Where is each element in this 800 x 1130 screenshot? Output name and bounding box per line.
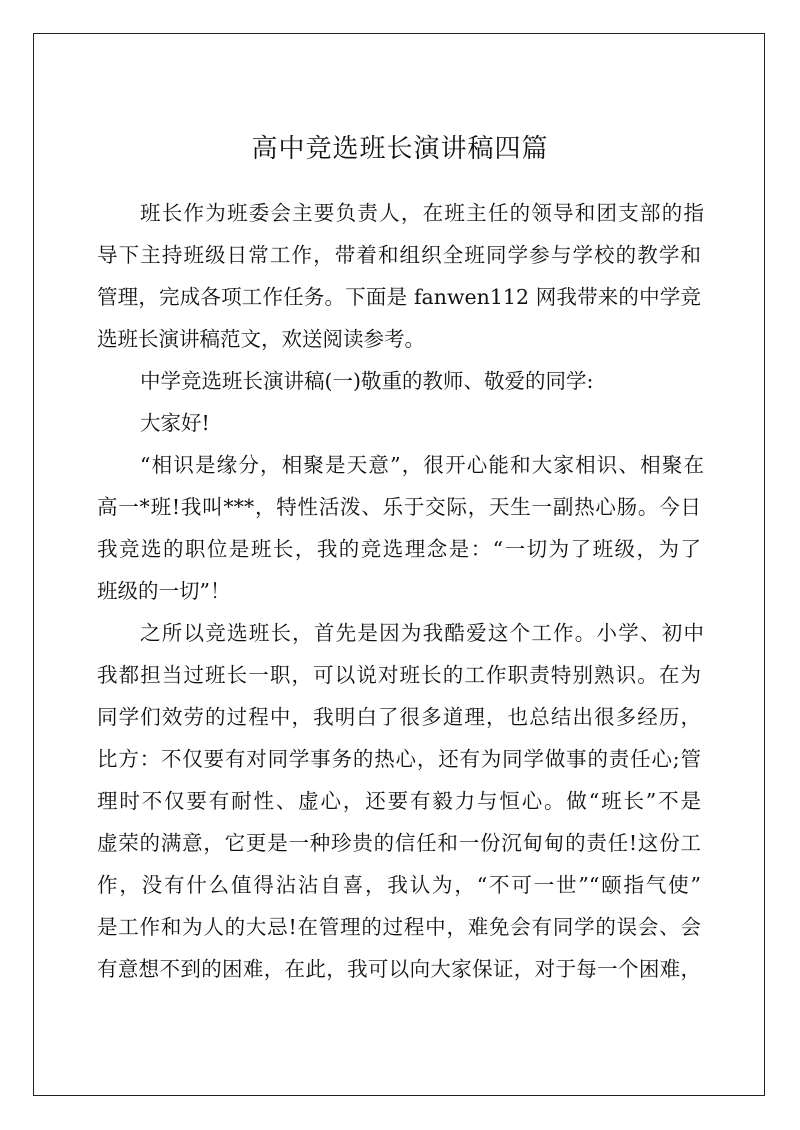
paragraph-line: 比方：不仅要有对同学事务的热心，还有为同学做事的责任心;管: [97, 747, 701, 771]
paragraph-line: 大家好!: [140, 411, 210, 435]
paragraph-line: 班级的一切”！: [97, 579, 231, 603]
paragraph-line: 同学们效劳的过程中，我明白了很多道理，也总结出很多经历，: [97, 705, 701, 729]
paragraph-line: 班长作为班委会主要负责人，在班主任的领导和团支部的指: [140, 201, 704, 225]
paragraph-line: 我都担当过班长一职，可以说对班长的工作职责特别熟识。在为: [97, 663, 701, 687]
paragraph-line: 高一*班!我叫***，特性活泼、乐于交际，天生一副热心肠。今日: [97, 495, 701, 519]
document-title: 高中竞选班长演讲稿四篇: [251, 134, 549, 164]
paragraph-line: 导下主持班级日常工作，带着和组织全班同学参与学校的教学和: [97, 243, 701, 267]
paragraph-line: 之所以竞选班长，首先是因为我酷爱这个工作。小学、初中: [140, 621, 704, 645]
paragraph-line: 虚荣的满意，它更是一种珍贵的信任和一份沉甸甸的责任!这份工: [97, 831, 701, 855]
paragraph-line: 中学竞选班长演讲稿(一)敬重的教师、敬爱的同学:: [140, 369, 594, 393]
paragraph-line: 有意想不到的困难，在此，我可以向大家保证，对于每一个困难，: [97, 957, 701, 981]
paragraph-line: 管理，完成各项工作任务。下面是 fanwen112 网我带来的中学竞: [97, 285, 701, 309]
paragraph-line: 理时不仅要有耐性、虚心，还要有毅力与恒心。做“班长”不是: [97, 789, 701, 813]
paragraph-line: 是工作和为人的大忌!在管理的过程中，难免会有同学的误会、会: [97, 915, 701, 939]
paragraph-line: 我竞选的职位是班长，我的竞选理念是：“一切为了班级，为了: [97, 537, 701, 561]
paragraph-line: 选班长演讲稿范文，欢送阅读参考。: [97, 327, 425, 351]
paragraph-line: 作，没有什么值得沾沾自喜，我认为，“不可一世”“颐指气使”: [97, 873, 701, 897]
paragraph-line: “相识是缘分，相聚是天意”，很开心能和大家相识、相聚在: [140, 453, 704, 477]
